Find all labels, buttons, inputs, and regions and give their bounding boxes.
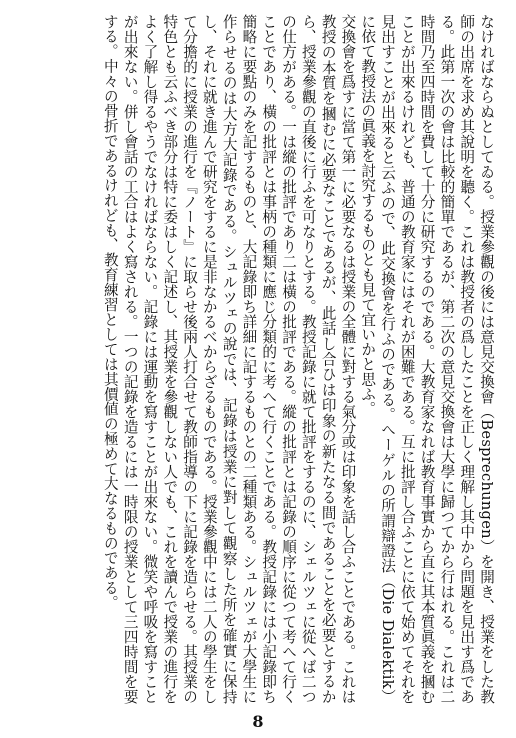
- page-number: 8: [252, 712, 264, 731]
- paragraph-2: 交換會を爲すに當て第一に必要なるは授業の全體に對する氣分或は印象を話し合ふことである。これは教授の本質を摑むに必要なことであるが、此話し合ひは印象の新たなる間であることを必要とするから、授業參觀の直後に行ふを可なりとする。教授記錄に就て批評をするのに、シェルツェに從へば二つの仕方がある。一は縱の批評であり二は橫の批評である。縱の批評とは記錄の順序に從つて考へて行くことであり、橫の批評とは事柄の種類に應じ分類的に考へて行くことである。教授記錄には小記錄即ち簡略に要點のみを記するものと、大記錄即ち詳細に記するものとの二種類ある。シュルツェが大學生に作らせるのは大方大記錄である。シュルツェの說では、記錄は授業に對して觀察した所を確實に保持し、それに就き進んで研究をするに是非なかるべからざるものである。授業參觀中には二人の學生をして分擔的に授業の進行を『ノート』に取らせ後兩人打合せて教師指導の下に記錄を造らせる。其授業の特色とも云ふべき部分は特に委はしく記述し、其授業を參觀しない人でも、これを讀んで授業の進行をよく了解し得るやうでなければならない。記錄には運動を寫すことが出來ない。微笑や呼吸を寫すことが出來ない。併し會話の工合はよく寫される。一つの記錄を造るには一時限の授業として三四時間を要する。中々の骨折であるけれども、教育練習としては其價値の極めて大なるものである。: [101, 14, 357, 704]
- paragraph-1: なければならぬとしてゐる。授業參觀の後には意見交換會（Besprechungen）を開き、授業をした教師の出席を求め其說明を聽く。これは教授者の爲したことを正しく理解し其中から問題を見出す爲である。此第一次の會は比較的簡單であるが、第二次の意見交換會は大學に歸つてから行はれる。これは二時間乃至四時間を費して十分に研究するのである。大教育家なれば教育事實から直に其本質眞義を摑むことが出來るけれども、普通の教育家にはそれが困難である。互に批評し合ふことに依て始めてそれを見出すことが出來ると云ふので、此交換會を行ふのである。へーゲルの所謂辯證法（Die Dialektik）に依て教授法の眞義を討究するものとも見て宜いかと思ふ。: [359, 14, 495, 704]
- body-text: [20, 14, 496, 704]
- book-page: [20, 14, 496, 704]
